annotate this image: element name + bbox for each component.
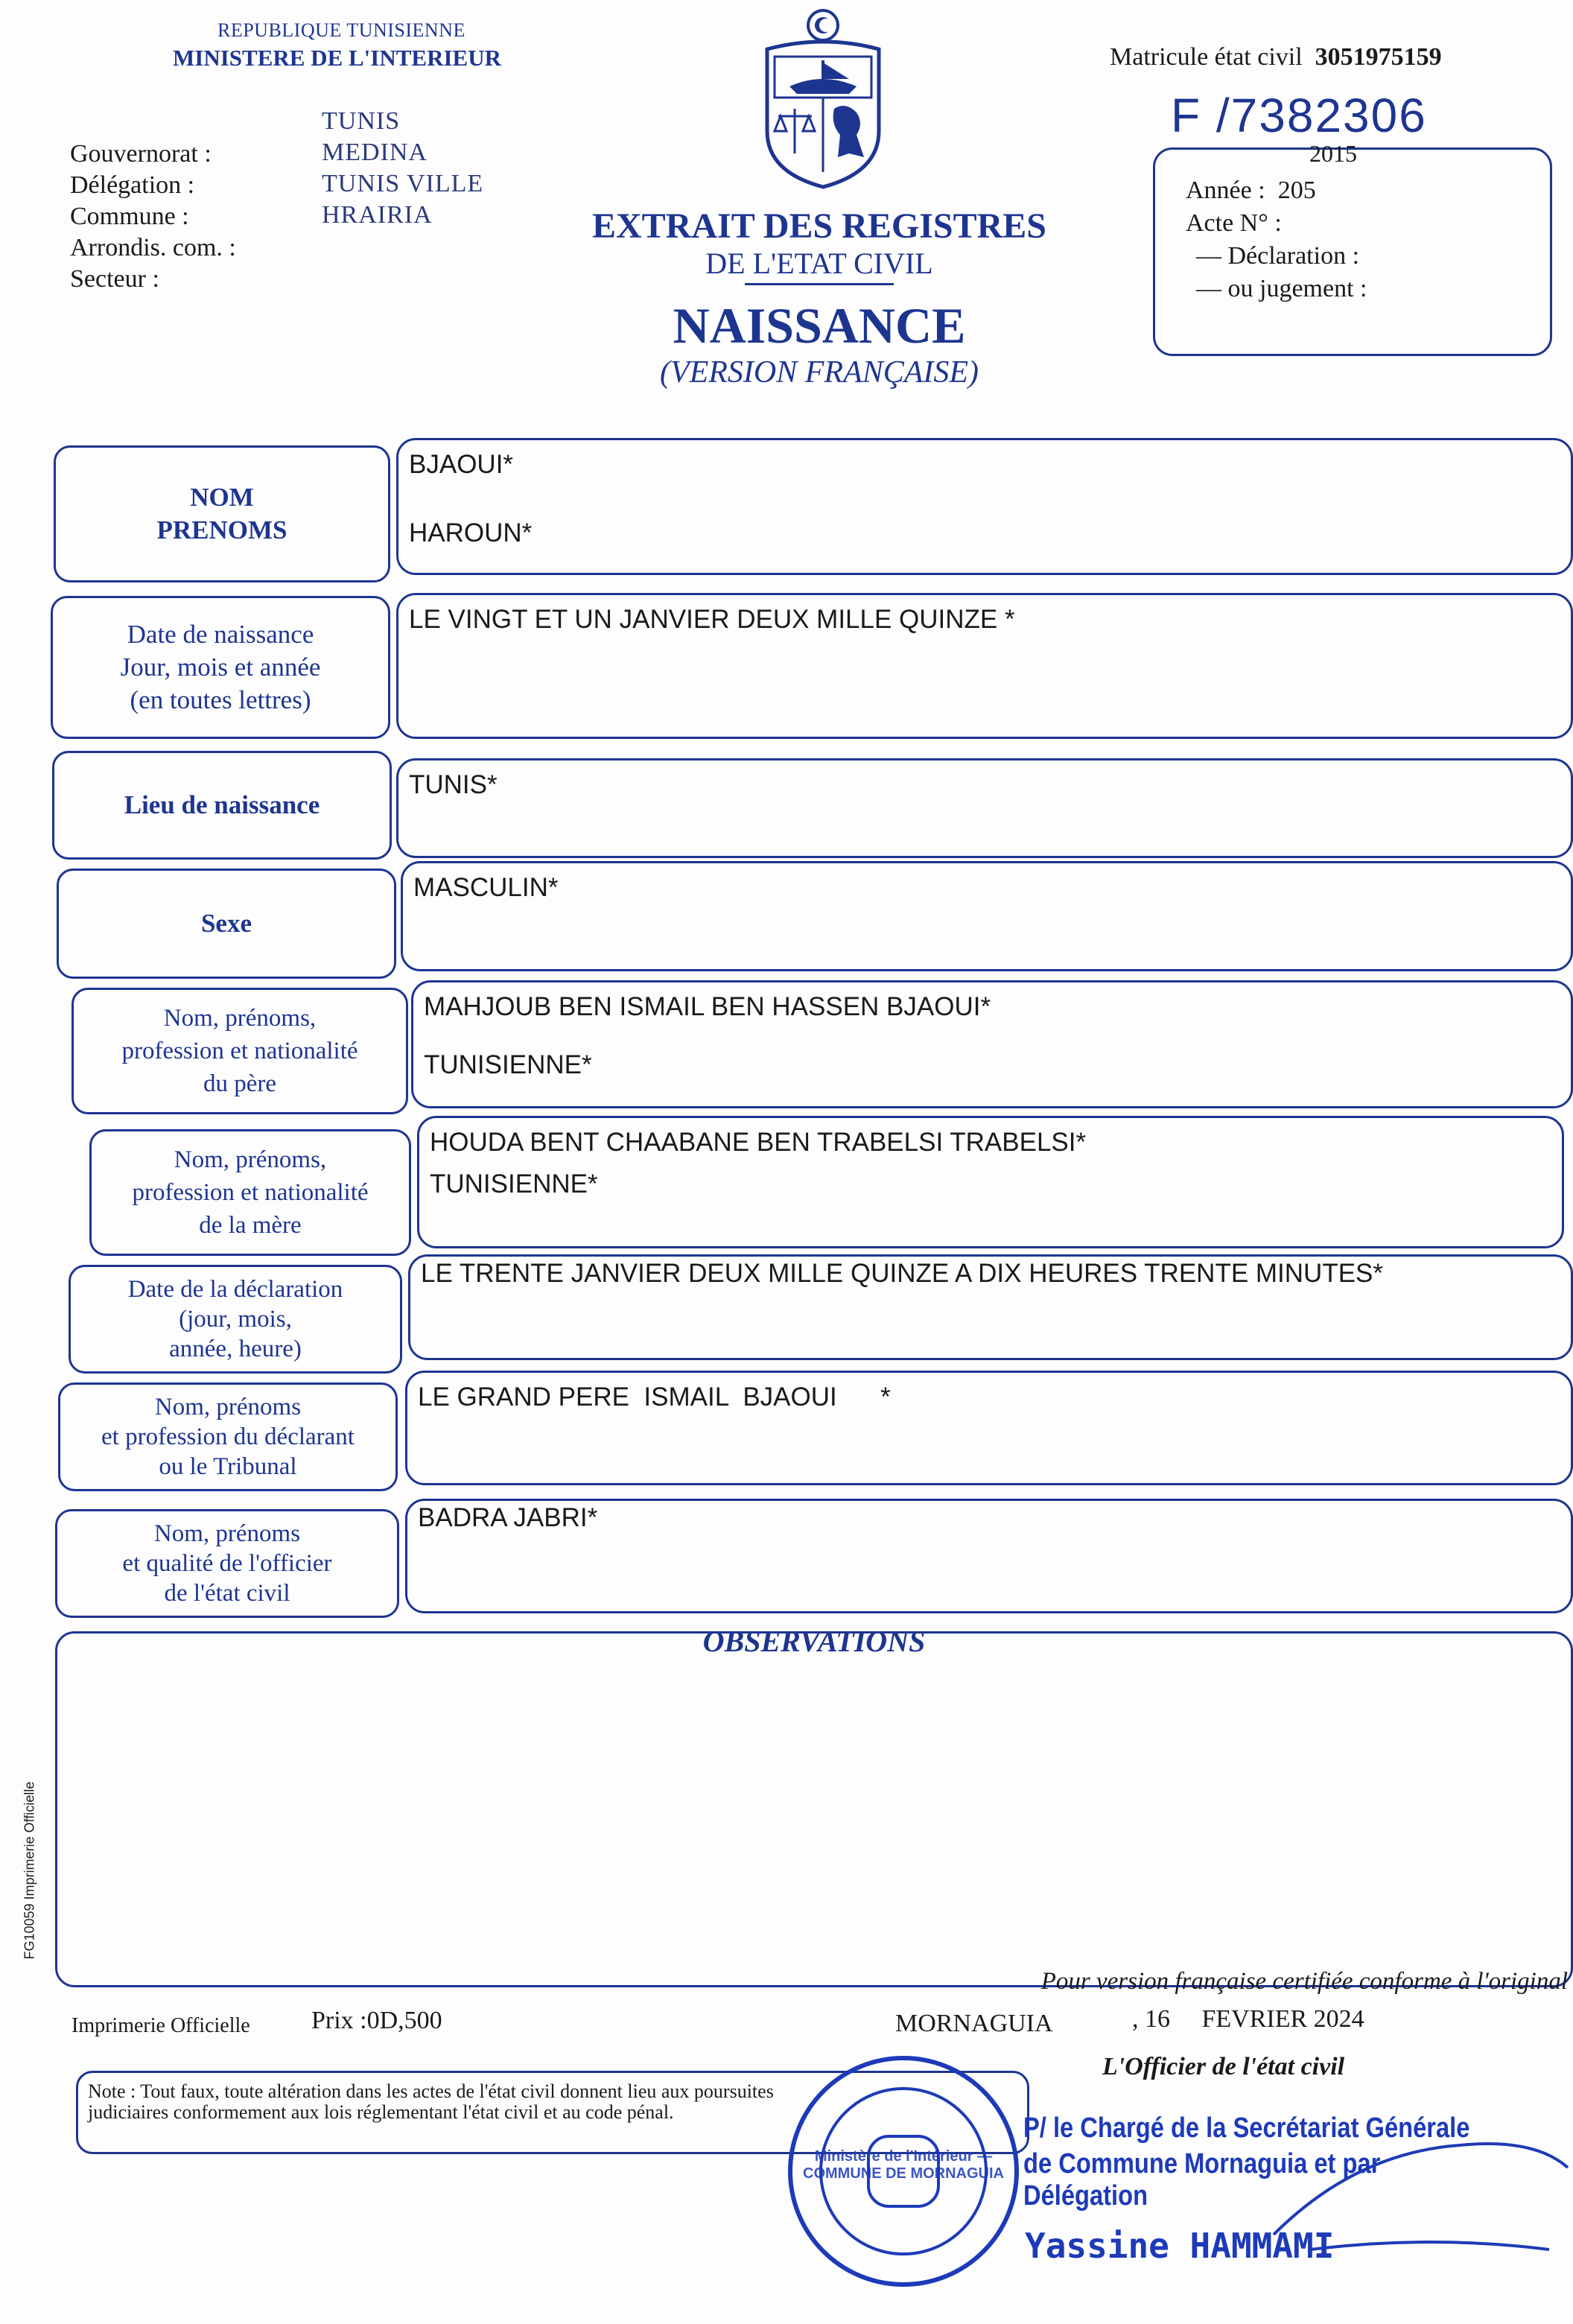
location-labels bbox=[70, 139, 236, 295]
matricule-label: Matricule état civil bbox=[1110, 43, 1303, 71]
place-label: MORNAGUIA bbox=[895, 2010, 1053, 2037]
officer-title: L'Officier de l'état civil bbox=[1102, 2053, 1345, 2080]
note-content bbox=[88, 2081, 833, 2123]
declaration-label: — Déclaration : bbox=[1196, 242, 1360, 270]
republic-label: REPUBLIQUE TUNISIENNE bbox=[217, 19, 465, 41]
row-value-date-naissance: LE VINGT ET UN JANVIER DEUX MILLE QUINZE * bbox=[396, 593, 1573, 739]
printer-label: Imprimerie Officielle bbox=[72, 2014, 250, 2037]
title-sub: (VERSION FRANÇAISE) bbox=[659, 355, 979, 390]
row-label-date-naissance: Date de naissance Jour, mois et année (en toutes lettres) bbox=[51, 596, 390, 739]
row-label-mere: Nom, prénoms, profession et nationalité de la mère bbox=[89, 1129, 411, 1256]
row-value-nom-prenoms bbox=[396, 438, 1573, 575]
matricule-value: 3051975159 bbox=[1315, 43, 1442, 71]
signature-scribble-icon bbox=[1266, 2123, 1573, 2272]
observations-box bbox=[55, 1631, 1573, 1987]
row-value-pere-nationalite: TUNISIENNE* bbox=[424, 1050, 592, 1079]
annee-row bbox=[1186, 174, 1367, 207]
note-text: Tout faux, toute altération dans les actes de l'état civil donnent lieu aux poursuites judiciaires conformement aux lois réglementant l'état civil et au code pénal. bbox=[88, 2080, 774, 2123]
form-number: F /7382306 bbox=[1171, 89, 1427, 142]
coat-of-arms-icon bbox=[752, 4, 894, 191]
annee-value: 205 bbox=[1277, 177, 1316, 204]
row-label-declaration: Date de la déclaration (jour, mois, année, heure) bbox=[69, 1265, 402, 1374]
row-value-nom: BJAOUI* bbox=[409, 450, 514, 479]
certified-text: Pour version française certifiée conforme à l'original bbox=[1040, 1968, 1568, 1995]
matricule bbox=[1110, 43, 1442, 72]
observations-title: OBSERVATIONS bbox=[702, 1625, 926, 1658]
arrondissement-label: Arrondis. com. : bbox=[70, 234, 236, 261]
note-label: Note : bbox=[88, 2080, 136, 2102]
row-value-mere bbox=[417, 1116, 1564, 1248]
row-value-officier: BADRA JABRI* bbox=[405, 1499, 1573, 1613]
row-label-officier: Nom, prénoms et qualité de l'officier de l'état civil bbox=[55, 1509, 399, 1618]
title-divider bbox=[745, 283, 894, 285]
row-value-declaration: LE TRENTE JANVIER DEUX MILLE QUINZE A DIX HEURES TRENTE MINUTES* bbox=[408, 1254, 1573, 1360]
row-label-pere: Nom, prénoms, profession et nationalité du père bbox=[72, 988, 408, 1114]
acte-label: Acte N° : bbox=[1186, 209, 1282, 237]
row-value-pere-nom: MAHJOUB BEN ISMAIL BEN HASSEN BJAOUI* bbox=[424, 992, 991, 1021]
title-line2: DE L'ETAT CIVIL bbox=[705, 247, 933, 280]
date-label: , 16 FEVRIER 2024 bbox=[1132, 2005, 1364, 2033]
jugement-label: — ou jugement : bbox=[1196, 275, 1367, 302]
title-main: NAISSANCE bbox=[673, 297, 966, 354]
row-value-pere bbox=[411, 980, 1573, 1108]
row-value-mere-nationalite: TUNISIENNE* bbox=[430, 1169, 598, 1198]
side-text: FG10059 Imprimerie Officielle bbox=[22, 1781, 37, 1960]
row-label-sexe: Sexe bbox=[57, 869, 396, 979]
price-label: Prix :0D,500 bbox=[311, 2007, 442, 2034]
annee-label: Année : bbox=[1186, 177, 1265, 204]
gouvernorat-value: TUNIS bbox=[322, 107, 401, 135]
delegation-label: Délégation : bbox=[70, 171, 195, 199]
row-label-nom-prenoms: NOM PRENOMS bbox=[54, 445, 390, 582]
commune-label: Commune : bbox=[70, 203, 189, 230]
gouvernorat-label: Gouvernorat : bbox=[70, 140, 212, 168]
signature-line2: de Commune Mornaguia et par Délégation bbox=[1023, 2148, 1381, 2212]
signature-line1: P/ le Chargé de la Secrétariat Générale bbox=[1023, 2112, 1470, 2144]
row-value-lieu-naissance: TUNIS* bbox=[396, 758, 1573, 858]
delegation-value: MEDINA bbox=[322, 139, 428, 166]
row-value-sexe: MASCULIN* bbox=[401, 861, 1573, 971]
official-stamp bbox=[788, 2056, 1019, 2287]
acte-box-content bbox=[1186, 174, 1367, 305]
row-value-declarant: LE GRAND PERE ISMAIL BJAOUI * bbox=[405, 1371, 1573, 1485]
annee-correction: 2015 bbox=[1309, 140, 1357, 167]
row-value-mere-nom: HOUDA BENT CHAABANE BEN TRABELSI TRABELSI* bbox=[430, 1128, 1087, 1157]
ministry-label: MINISTERE DE L'INTERIEUR bbox=[173, 45, 501, 71]
commune-value: TUNIS VILLE bbox=[322, 170, 484, 197]
stamp-text: Ministère de l'Intérieur — COMMUNE DE MORNAGUIA bbox=[803, 2148, 1004, 2182]
signature-name: Yassine HAMMAMI bbox=[1025, 2226, 1335, 2266]
arrondissement-value: HRAIRIA bbox=[322, 201, 433, 229]
row-value-prenoms: HAROUN* bbox=[409, 518, 533, 547]
row-label-lieu-naissance: Lieu de naissance bbox=[52, 751, 392, 860]
row-label-declarant: Nom, prénoms et profession du déclarant ou le Tribunal bbox=[58, 1382, 398, 1491]
title-line1: EXTRAIT DES REGISTRES bbox=[591, 206, 1046, 246]
secteur-label: Secteur : bbox=[70, 265, 159, 293]
